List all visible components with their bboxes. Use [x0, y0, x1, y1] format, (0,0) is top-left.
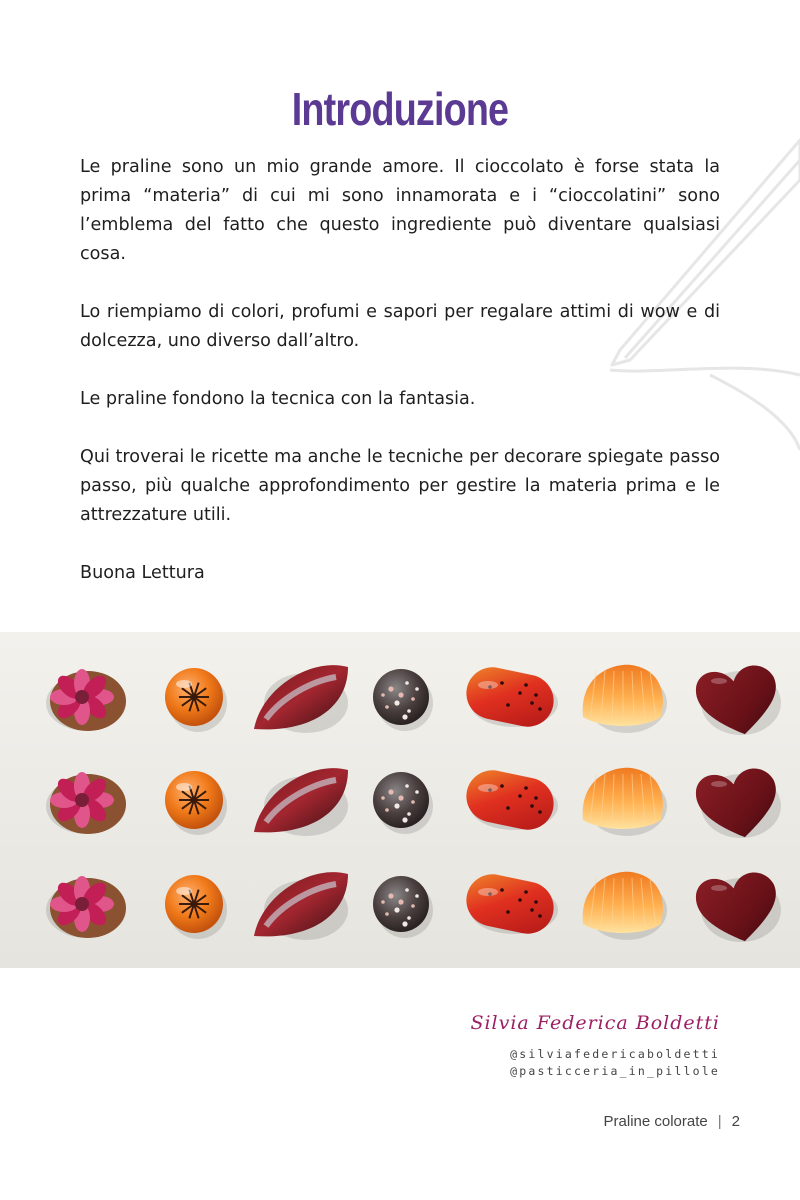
social-handle: @pasticceria_in_pillole — [510, 1064, 720, 1078]
dark-red-heart-praline-icon — [692, 866, 784, 949]
orange-dome-praline-icon — [165, 875, 227, 939]
red-leaf-praline-icon — [254, 872, 348, 940]
page-footer — [604, 1113, 740, 1130]
orange-dome-praline-icon — [165, 771, 227, 835]
page-number: 2 — [731, 1113, 740, 1130]
intro-paragraph: Le praline fondono la tecnica con la fantasia. — [80, 389, 476, 409]
peach-shell-praline-icon — [583, 872, 667, 940]
page-title: Introduzione — [291, 83, 509, 135]
orange-dome-praline-icon — [165, 668, 227, 732]
social-handle: @silviafedericaboldetti — [510, 1047, 720, 1061]
dark-red-heart-praline-icon — [692, 659, 784, 742]
red-capsule-praline-icon — [462, 869, 559, 938]
intro-paragraph: Le praline sono un mio grande amore. Il cioccolato è forse stata la prima “materia” di cui mi sono innamorata e i “cioccolatini” sono l’emblema del fatto che questo ingrediente può diventare qualsiasi cosa. — [80, 157, 720, 264]
book-title: Praline colorate — [603, 1113, 708, 1130]
flower-praline-icon — [46, 772, 126, 834]
author-signature: Silvia Federica Boldetti — [470, 1012, 720, 1034]
red-leaf-praline-icon — [254, 665, 348, 733]
pralines-illustration — [0, 632, 800, 968]
speckled-sphere-praline-icon — [373, 876, 433, 938]
red-capsule-praline-icon — [462, 662, 559, 731]
closing-line: Buona Lettura — [80, 563, 205, 583]
intro-paragraph: Lo riempiamo di colori, profumi e sapori per regalare attimi di wow e di dolcezza, uno diverso dall’altro. — [80, 302, 720, 351]
speckled-sphere-praline-icon — [373, 772, 433, 834]
red-leaf-praline-icon — [254, 768, 348, 836]
intro-body — [80, 153, 720, 617]
peach-shell-praline-icon — [583, 768, 667, 836]
red-capsule-praline-icon — [462, 765, 559, 834]
footer-separator: | — [717, 1113, 722, 1130]
dark-red-heart-praline-icon — [692, 762, 784, 845]
intro-paragraph: Qui troverai le ricette ma anche le tecniche per decorare spiegate passo passo, più qualche approfondimento per gestire la materia prima e le attrezzature utili. — [80, 447, 720, 525]
peach-shell-praline-icon — [583, 665, 667, 733]
flower-praline-icon — [46, 669, 126, 731]
flower-praline-icon — [46, 876, 126, 938]
speckled-sphere-praline-icon — [373, 669, 433, 731]
pralines-photo — [0, 632, 800, 968]
